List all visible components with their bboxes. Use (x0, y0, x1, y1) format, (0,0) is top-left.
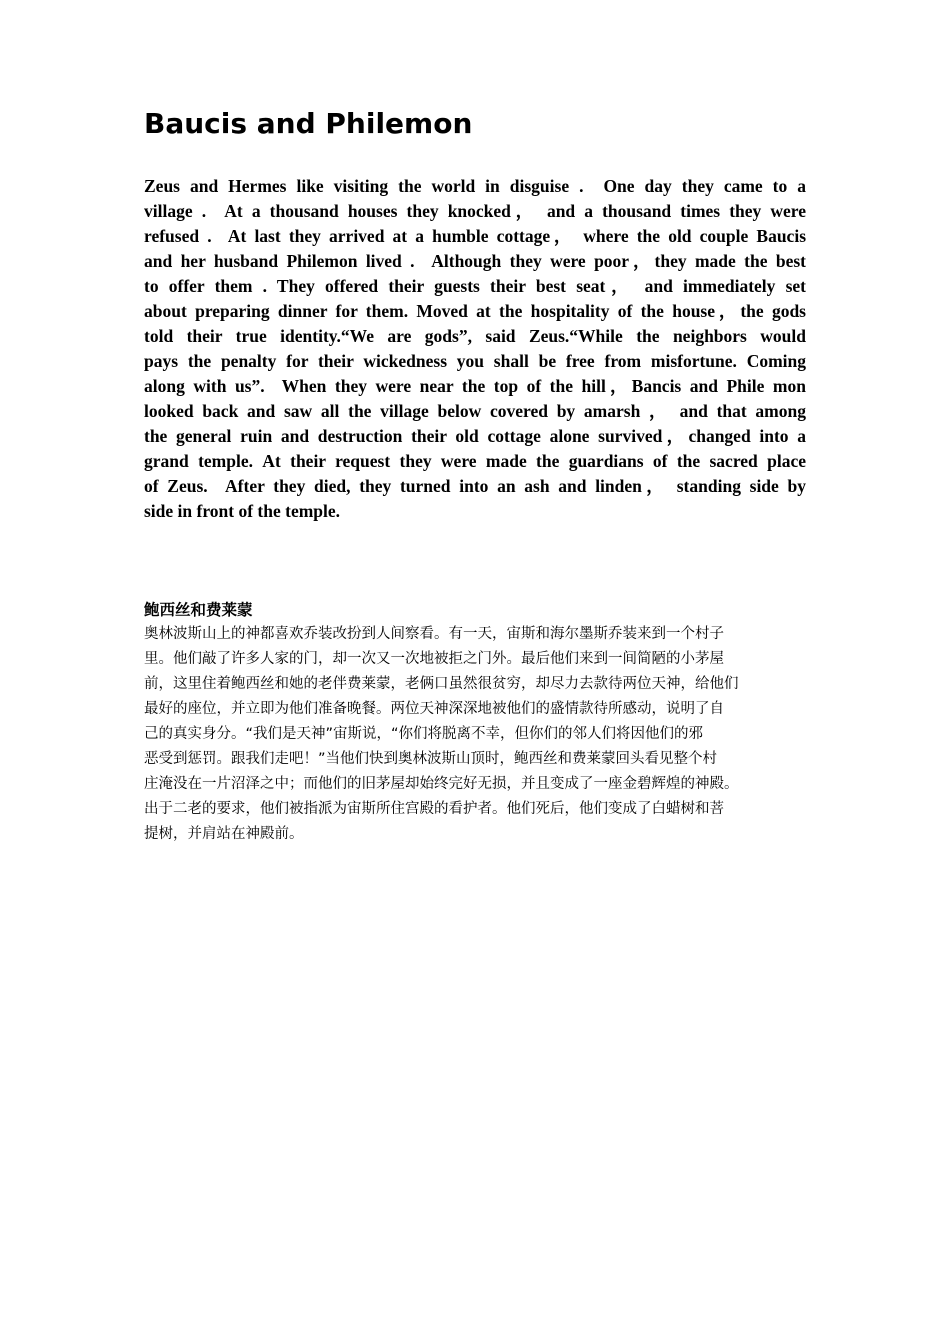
english-line: told their true identity.“We are gods”, said Zeus.“While the neighbors would (144, 326, 806, 346)
english-line: along with us”. When they were near the top of the hill，Bancis and Phile mon (144, 376, 806, 396)
chinese-paragraph (144, 622, 806, 847)
chinese-line: 前，这里住着鲍西丝和她的老伴费莱蒙，老俩口虽然很贫穷，却尽力去款待两位天神，给他们 (144, 676, 739, 692)
english-paragraph (144, 174, 806, 524)
english-line: pays the penalty for their wickedness you shall be free from misfortune. Coming (144, 351, 806, 371)
english-line: of Zeus. After they died, they turned into an ash and linden， standing side by (144, 476, 806, 496)
english-line: grand temple. At their request they were made the guardians of the sacred place (144, 451, 806, 471)
chinese-line: 恶受到惩罚。跟我们走吧！”当他们快到奥林波斯山顶时，鲍西丝和费莱蒙回头看见整个村 (144, 751, 718, 767)
chinese-line: 奥林波斯山上的神都喜欢乔装改扮到人间察看。有一天，宙斯和海尔墨斯乔装来到一个村子 (144, 626, 724, 642)
chinese-line: 提树，并肩站在神殿前。 (144, 826, 304, 842)
english-line: side in front of the temple. (144, 501, 341, 521)
english-line: to offer them . They offered their guests their best seat， and immediately set (144, 276, 806, 296)
chinese-line: 庄淹没在一片沼泽之中；而他们的旧茅屋却始终完好无损，并且变成了一座金碧辉煌的神殿。 (144, 776, 739, 792)
english-line: and her husband Philemon lived . Although they were poor，they made the best (144, 251, 806, 271)
chinese-line: 里。他们敲了许多人家的门，却一次又一次地被拒之门外。最后他们来到一间简陋的小茅屋 (144, 651, 724, 667)
chinese-line: 出于二老的要求，他们被指派为宙斯所住宫殿的看护者。他们死后，他们变成了白蜡树和菩 (144, 801, 724, 817)
english-line: village . At a thousand houses they knocked， and a thousand times they were (144, 201, 806, 221)
english-line: the general ruin and destruction their old cottage alone survived，changed into a (144, 426, 806, 446)
english-line: refused . At last they arrived at a humble cottage， where the old couple Baucis (144, 226, 806, 246)
chinese-line: 己的真实身分。“我们是天神”宙斯说，“你们将脱离不幸，但你们的邻人们将因他们的邪 (144, 726, 704, 742)
chinese-line: 最好的座位，并立即为他们准备晚餐。两位天神深深地被他们的盛情款待所感动，说明了自 (144, 701, 724, 717)
english-line: looked back and saw all the village below covered by amarsh ， and that among (144, 401, 806, 421)
english-line: Zeus and Hermes like visiting the world in disguise . One day they came to a (144, 176, 806, 196)
chinese-title: 鲍西丝和费莱蒙 (144, 601, 253, 619)
document-title: Baucis and Philemon (144, 107, 473, 140)
english-line: about preparing dinner for them. Moved at the hospitality of the house，the gods (144, 301, 806, 321)
